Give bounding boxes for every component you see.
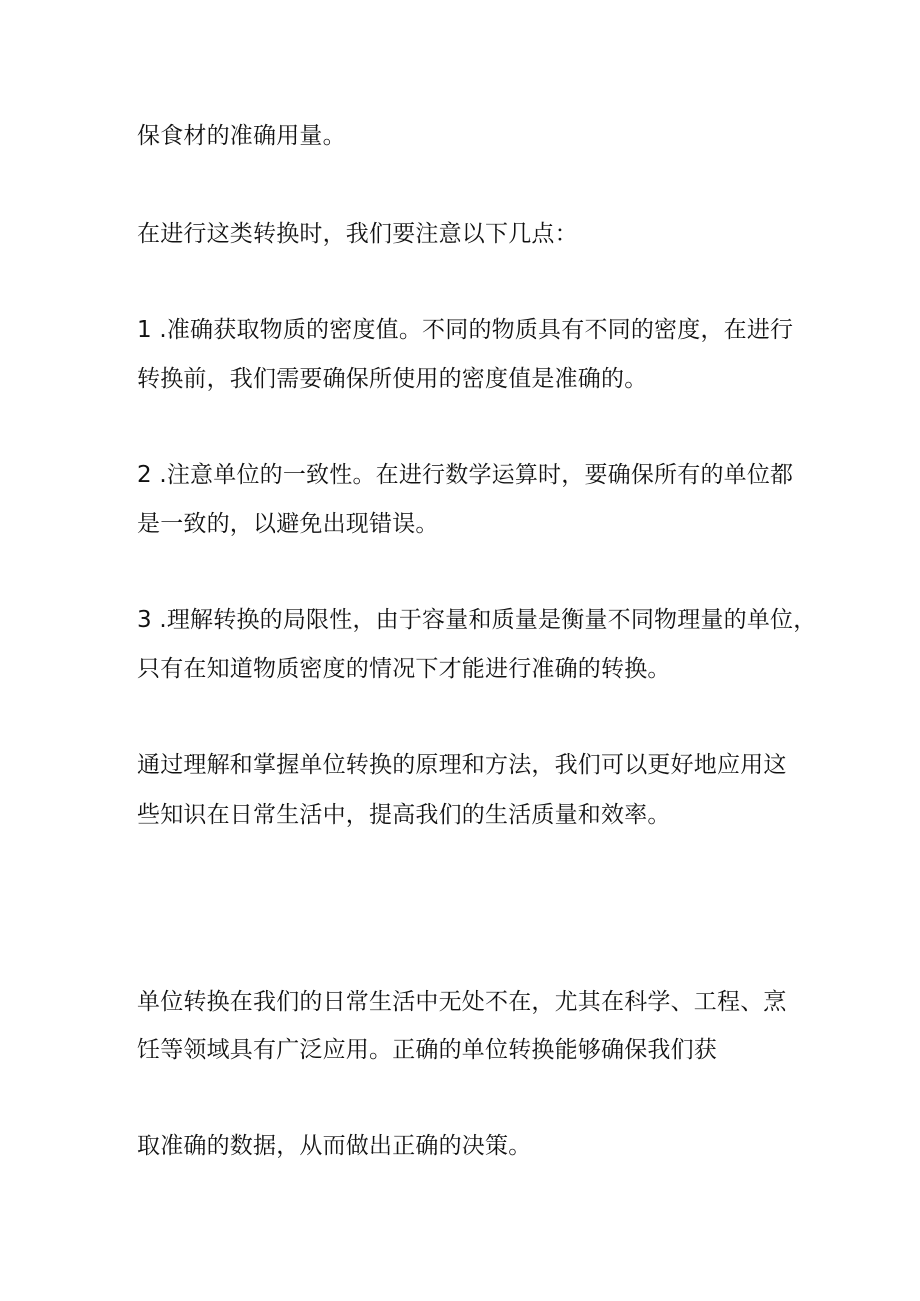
paragraph-line: 在进行这类转换时，我们要注意以下几点： — [137, 221, 578, 247]
list-item-1-line: 1 .准确获取物质的密度值。不同的物质具有不同的密度，在进行 — [137, 317, 794, 343]
paragraph-line: 通过理解和掌握单位转换的原理和方法，我们可以更好地应用这 — [137, 752, 787, 778]
list-item-3-line: 3 .理解转换的局限性，由于容量和质量是衡量不同物理量的单位， — [137, 607, 817, 633]
paragraph-line: 饪等领域具有广泛应用。正确的单位转换能够确保我们获 — [137, 1037, 717, 1063]
list-item-1-line: 转换前，我们需要确保所使用的密度值是准确的。 — [137, 366, 648, 392]
paragraph-line: 单位转换在我们的日常生活中无处不在，尤其在科学、工程、烹 — [137, 989, 787, 1015]
list-item-3-line: 只有在知道物质密度的情况下才能进行准确的转换。 — [137, 656, 671, 682]
list-item-2-line: 2 .注意单位的一致性。在进行数学运算时，要确保所有的单位都 — [137, 462, 794, 488]
paragraph-line: 些知识在日常生活中，提高我们的生活质量和效率。 — [137, 802, 671, 828]
list-item-2-line: 是一致的，以避免出现错误。 — [137, 511, 439, 537]
paragraph-line: 取准确的数据，从而做出正确的决策。 — [137, 1133, 532, 1159]
paragraph-line: 保食材的准确用量。 — [137, 123, 346, 149]
